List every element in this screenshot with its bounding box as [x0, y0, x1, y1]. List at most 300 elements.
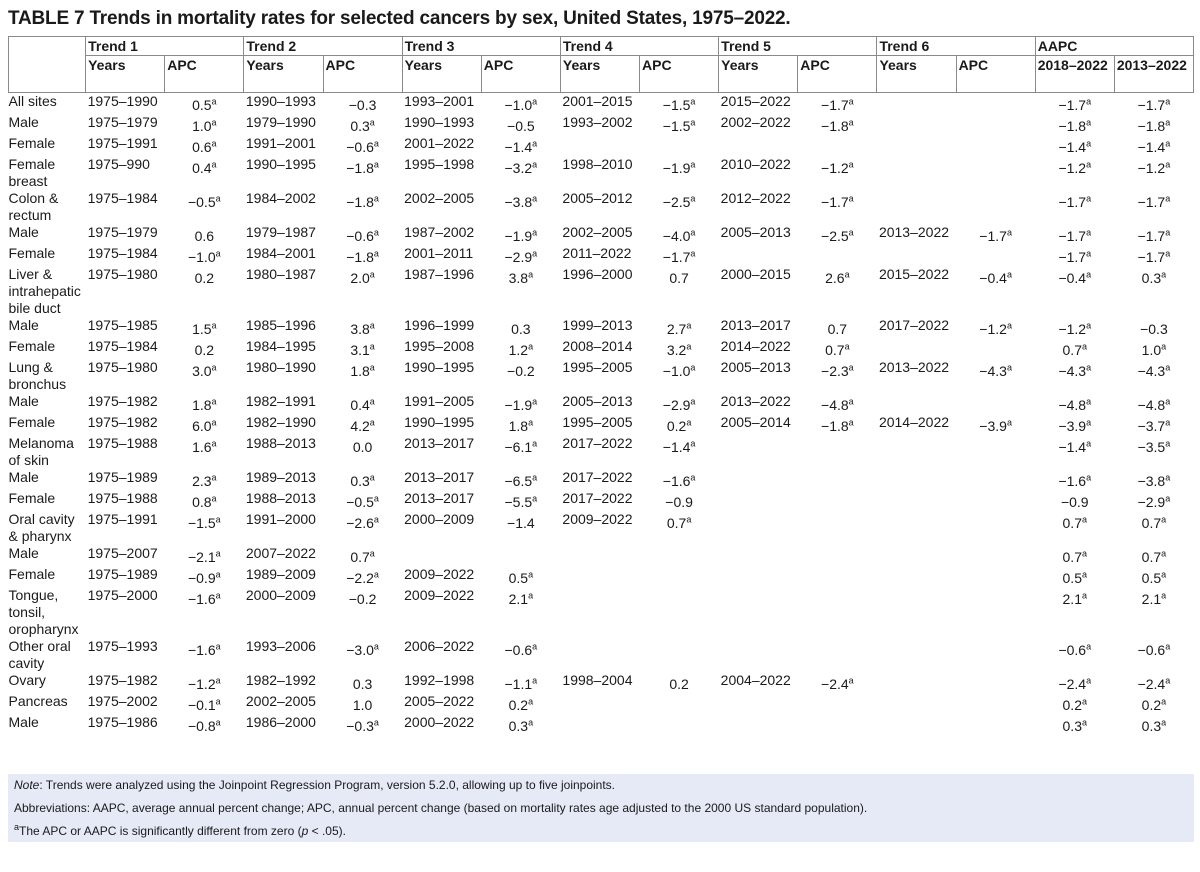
row-label: Female — [8, 135, 56, 151]
trend-years-cell: 2015–2022 — [720, 93, 791, 109]
trend-apc-cell — [323, 587, 402, 638]
apc-value: −5.5 — [504, 494, 533, 510]
significance-mark: a — [532, 438, 538, 449]
trend-years-cell — [877, 393, 956, 414]
significance-mark: a — [532, 248, 538, 259]
apc-value: −1.0 — [187, 249, 216, 265]
trend-apc-cell — [323, 566, 402, 587]
trend-years-cell — [719, 435, 798, 469]
trend-years-cell: 1990–1995 — [404, 359, 475, 375]
apc-value: −2.9 — [504, 249, 533, 265]
significance-mark: a — [844, 269, 850, 280]
trend-years-cell: 1975–1984 — [87, 245, 158, 261]
trend-years-cell: 1980–1987 — [245, 266, 316, 282]
significance-mark: a — [528, 417, 534, 428]
significance-mark: a — [1086, 438, 1092, 449]
apc-value: 1.0 — [352, 697, 373, 713]
trend-years-cell: 1984–2002 — [245, 190, 316, 206]
header-trend-1: Trend 1 — [86, 37, 244, 56]
significance-mark: a — [211, 117, 217, 128]
significance-mark: a — [1165, 248, 1171, 259]
trend-apc-cell — [798, 338, 877, 359]
trend-apc-cell — [640, 469, 719, 490]
trend-years-cell: 2009–2022 — [404, 566, 475, 582]
trend-years-cell — [877, 190, 956, 224]
trend-years-cell — [877, 511, 956, 545]
aapc-value: −3.7 — [1137, 418, 1166, 434]
table-row — [9, 338, 1194, 359]
trend-years-cell — [877, 672, 956, 693]
significance-mark: a — [1165, 227, 1171, 238]
row-label: Male — [8, 224, 39, 240]
significance-mark: a — [532, 193, 538, 204]
trend-apc-cell — [481, 545, 560, 566]
aapc-value: 2.1 — [1062, 591, 1082, 607]
apc-value: −2.5 — [821, 228, 849, 244]
aapc-2018-2022-cell — [1035, 266, 1114, 317]
apc-value: −1.8 — [346, 249, 374, 265]
apc-value: −1.4 — [507, 515, 535, 531]
trend-years-cell: 1975–2007 — [87, 545, 158, 561]
row-label: Melanoma of skin — [8, 435, 74, 468]
aapc-2013-2022-cell — [1114, 511, 1193, 545]
apc-value: 0.5 — [192, 97, 212, 113]
significance-mark: a — [211, 438, 217, 449]
apc-value: 2.0 — [350, 270, 370, 286]
significance-mark: a — [1086, 472, 1092, 483]
trend-apc-cell — [323, 93, 402, 115]
trend-years-cell — [877, 245, 956, 266]
trend-years-cell: 2008–2014 — [562, 338, 633, 354]
trend-apc-cell — [481, 393, 560, 414]
trend-years-cell: 1975–1985 — [87, 317, 158, 333]
apc-value: −0.9 — [187, 570, 216, 586]
significance-mark: a — [1161, 717, 1167, 728]
aapc-value: −3.9 — [1058, 418, 1087, 434]
trend-years-cell: 2005–2013 — [720, 224, 791, 240]
aapc-2018-2022-cell — [1035, 135, 1114, 156]
significance-mark: a — [848, 227, 854, 238]
significance-mark: a — [1165, 641, 1171, 652]
aapc-value: 0.7 — [1062, 515, 1082, 531]
trend-apc-cell — [165, 672, 244, 693]
significance-mark: a — [1086, 248, 1092, 259]
significance-mark: a — [211, 159, 217, 170]
significance-mark: a — [690, 472, 696, 483]
apc-value: 1.8 — [350, 363, 370, 379]
trend-years-cell: 2013–2017 — [720, 317, 791, 333]
significance-mark: a — [1161, 341, 1167, 352]
header-trend-6: Trend 6 — [877, 37, 1035, 56]
trend-years-cell — [719, 245, 798, 266]
trend-years-cell — [877, 566, 956, 587]
apc-value: −2.9 — [662, 397, 691, 413]
table-row — [9, 435, 1194, 469]
row-label: Female breast — [8, 156, 56, 189]
significance-mark: a — [528, 569, 534, 580]
table-row — [9, 511, 1194, 545]
trend-apc-cell — [323, 511, 402, 545]
trend-apc-cell — [798, 566, 877, 587]
trend-years-cell: 2013–2017 — [404, 469, 475, 485]
aapc-value: −1.7 — [1058, 97, 1087, 113]
header-trend-2: Trend 2 — [244, 37, 402, 56]
apc-value: 0.7 — [669, 270, 689, 286]
trend-apc-cell — [956, 435, 1035, 469]
significance-mark: a — [373, 159, 379, 170]
apc-value: −2.6 — [346, 515, 374, 531]
trend-years-cell: 2000–2015 — [720, 266, 791, 282]
footnote-text-b: < .05). — [308, 824, 346, 838]
aapc-2013-2022-cell — [1114, 566, 1193, 587]
trend-years-cell: 1975–1982 — [87, 414, 158, 430]
trend-apc-cell — [165, 511, 244, 545]
apc-value: −1.5 — [662, 118, 691, 134]
row-label: Male — [8, 545, 39, 561]
row-label: Male — [8, 714, 39, 730]
significance-mark: a — [1086, 138, 1092, 149]
trend-years-cell: 2013–2022 — [720, 393, 791, 409]
significance-mark: a — [1081, 341, 1087, 352]
trend-apc-cell — [165, 393, 244, 414]
significance-mark: a — [528, 269, 534, 280]
apc-value: 0.3 — [352, 676, 373, 692]
row-label: Male — [8, 317, 39, 333]
table-notes — [8, 774, 1194, 842]
trend-apc-cell — [640, 224, 719, 245]
trend-apc-cell — [165, 135, 244, 156]
significance-mark: a — [215, 641, 221, 652]
apc-value: −0.5 — [346, 494, 374, 510]
significance-mark: a — [211, 362, 217, 373]
trend-apc-cell — [323, 638, 402, 672]
aapc-2018-2022-cell — [1035, 672, 1114, 693]
trend-years-cell — [560, 693, 639, 714]
aapc-2013-2022-cell — [1114, 266, 1193, 317]
trend-apc-cell — [481, 638, 560, 672]
significance-mark: a — [211, 396, 217, 407]
significance-mark: a — [532, 159, 538, 170]
trend-years-cell: 1982–1990 — [245, 414, 316, 430]
significance-mark: a — [532, 641, 538, 652]
apc-value: −1.2 — [821, 160, 849, 176]
trend-years-cell — [877, 714, 956, 735]
trend-apc-cell — [640, 114, 719, 135]
trend-years-cell — [719, 714, 798, 735]
table-row — [9, 245, 1194, 266]
significance-mark: a — [211, 417, 217, 428]
row-label: Male — [8, 114, 39, 130]
aapc-value: −1.7 — [1137, 228, 1166, 244]
apc-value: 0.2 — [194, 270, 215, 286]
significance-mark: a — [848, 193, 854, 204]
significance-mark: a — [215, 514, 221, 525]
trend-years-cell: 1995–2005 — [562, 359, 633, 375]
aapc-2018-2022-cell — [1035, 511, 1114, 545]
apc-value: −0.6 — [346, 228, 374, 244]
aapc-value: 0.5 — [1062, 570, 1082, 586]
trend-years-cell: 1991–2005 — [404, 393, 475, 409]
apc-value: 0.3 — [350, 473, 370, 489]
trend-years-cell: 1990–1993 — [404, 114, 475, 130]
trend-apc-cell — [956, 545, 1035, 566]
aapc-2018-2022-cell — [1035, 245, 1114, 266]
trend-apc-cell — [323, 245, 402, 266]
trend-years-cell: 1995–2008 — [404, 338, 475, 354]
row-label: Other oral cavity — [8, 638, 71, 671]
trend-apc-cell — [640, 135, 719, 156]
trend-apc-cell — [956, 190, 1035, 224]
trend-years-cell: 1975–1979 — [87, 224, 158, 240]
trend-apc-cell — [640, 435, 719, 469]
trend-years-cell: 1975–1984 — [87, 338, 158, 354]
aapc-2013-2022-cell — [1114, 414, 1193, 435]
trend-apc-cell — [323, 393, 402, 414]
trend-apc-cell — [165, 224, 244, 245]
trend-apc-cell — [640, 156, 719, 190]
trend-years-cell: 2005–2014 — [720, 414, 791, 430]
aapc-2018-2022-cell — [1035, 638, 1114, 672]
table-row — [9, 469, 1194, 490]
aapc-2013-2022-cell — [1114, 693, 1193, 714]
apc-value: −4.8 — [821, 397, 849, 413]
significance-mark: a — [848, 417, 854, 428]
header-corner — [9, 37, 86, 93]
trend-apc-cell — [165, 317, 244, 338]
aapc-value: −1.7 — [1058, 249, 1087, 265]
apc-value: −1.7 — [979, 228, 1007, 244]
aapc-2013-2022-cell — [1114, 714, 1193, 735]
trend-years-cell — [560, 135, 639, 156]
significance-mark: a — [215, 675, 221, 686]
trend-apc-cell — [956, 266, 1035, 317]
trend-apc-cell — [323, 490, 402, 511]
trend-apc-cell — [165, 359, 244, 393]
aapc-value: 2.1 — [1141, 591, 1162, 607]
trend-years-cell: 1991–2001 — [245, 135, 316, 151]
trend-years-cell: 1979–1990 — [245, 114, 316, 130]
significance-mark: a — [373, 193, 379, 204]
trend-apc-cell — [956, 566, 1035, 587]
header-apc: APC — [323, 56, 402, 93]
significance-mark: a — [369, 396, 375, 407]
aapc-value: −1.7 — [1137, 194, 1166, 210]
trend-apc-cell — [640, 190, 719, 224]
apc-value: −1.8 — [821, 118, 849, 134]
trend-years-cell: 1975–1990 — [87, 93, 158, 109]
trend-years-cell: 2011–2022 — [562, 245, 632, 261]
significance-mark: a — [373, 227, 379, 238]
apc-value: 1.0 — [192, 118, 212, 134]
trend-years-cell: 2017–2022 — [562, 435, 633, 451]
significance-mark: a — [690, 117, 696, 128]
trend-apc-cell — [481, 317, 560, 338]
trend-years-cell: 1982–1991 — [245, 393, 316, 409]
table-row — [9, 224, 1194, 245]
trend-apc-cell — [165, 714, 244, 735]
significance-mark: a — [532, 493, 538, 504]
trend-apc-cell — [165, 469, 244, 490]
trend-apc-cell — [640, 317, 719, 338]
apc-value: −1.5 — [662, 97, 691, 113]
significance-mark: a — [528, 717, 534, 728]
apc-value: −1.9 — [662, 160, 691, 176]
apc-value: −1.9 — [504, 228, 533, 244]
table-row — [9, 587, 1194, 638]
significance-mark: a — [1165, 96, 1171, 107]
aapc-2013-2022-cell — [1114, 393, 1193, 414]
apc-value: 1.2 — [508, 342, 529, 358]
trend-apc-cell — [481, 511, 560, 545]
trend-years-cell: 1995–2005 — [562, 414, 633, 430]
apc-value: −1.1 — [504, 676, 533, 692]
apc-value: −1.6 — [662, 473, 691, 489]
trend-years-cell — [877, 490, 956, 511]
trend-years-cell — [719, 135, 798, 156]
significance-mark: a — [373, 248, 379, 259]
aapc-value: −1.7 — [1058, 228, 1087, 244]
trend-apc-cell — [165, 156, 244, 190]
trend-apc-cell — [165, 545, 244, 566]
significance-mark: a — [211, 320, 217, 331]
significance-mark: a — [532, 472, 538, 483]
significance-mark: a — [215, 696, 221, 707]
significance-mark: a — [373, 514, 379, 525]
trend-apc-cell — [165, 693, 244, 714]
table-row — [9, 114, 1194, 135]
trend-years-cell: 1987–2002 — [404, 224, 475, 240]
aapc-2018-2022-cell — [1035, 359, 1114, 393]
significance-mark: a — [686, 514, 692, 525]
row-label: Tongue, tonsil, oropharynx — [8, 587, 79, 637]
aapc-value: −4.8 — [1137, 397, 1166, 413]
significance-mark: a — [1081, 569, 1087, 580]
note-text: : Trends were analyzed using the Joinpoint Regression Program, version 5.2.0, allowing up to five joinpoints. — [39, 778, 616, 792]
trend-apc-cell — [956, 245, 1035, 266]
significance-mark: a — [369, 320, 375, 331]
aapc-2018-2022-cell — [1035, 156, 1114, 190]
apc-value: −4.3 — [979, 363, 1007, 379]
trend-years-cell: 2017–2022 — [562, 469, 633, 485]
apc-value: −0.9 — [665, 494, 693, 510]
significance-mark: a — [528, 590, 534, 601]
trend-years-cell: 2015–2022 — [878, 266, 950, 282]
row-label: Pancreas — [8, 693, 68, 709]
significance-mark: a — [373, 138, 379, 149]
aapc-2018-2022-cell — [1035, 693, 1114, 714]
trend-apc-cell — [798, 490, 877, 511]
trend-years-cell: 2014–2022 — [720, 338, 791, 354]
trend-years-cell: 1990–1993 — [245, 93, 316, 109]
trend-apc-cell — [956, 338, 1035, 359]
aapc-2013-2022-cell — [1114, 638, 1193, 672]
aapc-value: −1.6 — [1058, 473, 1087, 489]
apc-value: −0.3 — [346, 718, 374, 734]
aapc-value: −1.7 — [1058, 194, 1087, 210]
trend-apc-cell — [481, 693, 560, 714]
apc-value: 0.3 — [350, 118, 370, 134]
apc-value: 0.0 — [352, 439, 373, 455]
trend-years-cell: 1979–1987 — [245, 224, 316, 240]
apc-value: 1.6 — [192, 439, 212, 455]
apc-value: 0.7 — [350, 549, 370, 565]
significance-mark: a — [373, 569, 379, 580]
trend-years-cell: 1975–1984 — [87, 190, 158, 206]
trend-apc-cell — [956, 224, 1035, 245]
trend-years-cell: 1975–1993 — [87, 638, 158, 654]
header-apc: APC — [798, 56, 877, 93]
trend-years-cell: 1993–2002 — [562, 114, 633, 130]
trend-apc-cell — [798, 245, 877, 266]
significance-mark: a — [848, 675, 854, 686]
apc-value: −1.4 — [504, 139, 533, 155]
apc-value: −1.0 — [504, 97, 533, 113]
trend-years-cell: 1984–2001 — [245, 245, 316, 261]
trend-years-cell: 2014–2022 — [878, 414, 950, 430]
trend-apc-cell — [481, 114, 560, 135]
apc-value: −0.4 — [979, 270, 1007, 286]
significance-mark: a — [369, 417, 375, 428]
trend-years-cell — [877, 469, 956, 490]
trend-apc-cell — [323, 114, 402, 135]
aapc-value: 0.2 — [1141, 697, 1162, 713]
trend-apc-cell — [323, 545, 402, 566]
trend-years-cell — [877, 638, 956, 672]
significance-mark: a — [690, 227, 696, 238]
trend-years-cell: 1982–1992 — [245, 672, 316, 688]
trend-years-cell: 2013–2017 — [404, 435, 475, 451]
significance-mark: a — [1086, 193, 1092, 204]
apc-value: 1.5 — [192, 321, 212, 337]
aapc-2018-2022-cell — [1035, 93, 1114, 115]
trend-apc-cell — [798, 317, 877, 338]
apc-value: −2.1 — [187, 549, 216, 565]
significance-mark: a — [1081, 548, 1087, 559]
table-row — [9, 135, 1194, 156]
trend-apc-cell — [640, 587, 719, 638]
table-row — [9, 672, 1194, 693]
aapc-value: −3.8 — [1137, 473, 1166, 489]
trend-apc-cell — [798, 714, 877, 735]
row-label: Female — [8, 490, 56, 506]
trend-years-cell — [877, 338, 956, 359]
trend-apc-cell — [640, 490, 719, 511]
trend-years-cell: 2002–2005 — [245, 693, 316, 709]
aapc-2018-2022-cell — [1035, 714, 1114, 735]
apc-value: 0.4 — [350, 397, 370, 413]
trend-years-cell — [719, 469, 798, 490]
apc-value: −1.9 — [504, 397, 533, 413]
header-apc: APC — [481, 56, 560, 93]
significance-mark: a — [1006, 417, 1012, 428]
significance-mark: a — [1086, 117, 1092, 128]
aapc-value: −1.8 — [1137, 118, 1166, 134]
aapc-2018-2022-cell — [1035, 545, 1114, 566]
trend-apc-cell — [956, 587, 1035, 638]
trend-years-cell — [877, 93, 956, 115]
trend-apc-cell — [798, 359, 877, 393]
trend-apc-cell — [640, 93, 719, 115]
apc-value: 2.3 — [192, 473, 212, 489]
trend-years-cell — [560, 587, 639, 638]
apc-value: −3.0 — [346, 642, 374, 658]
apc-value: 3.0 — [192, 363, 212, 379]
mortality-trends-table — [8, 36, 1194, 735]
aapc-value: −0.4 — [1058, 270, 1087, 286]
apc-value: 0.6 — [194, 228, 215, 244]
trend-apc-cell — [798, 135, 877, 156]
trend-apc-cell — [640, 545, 719, 566]
